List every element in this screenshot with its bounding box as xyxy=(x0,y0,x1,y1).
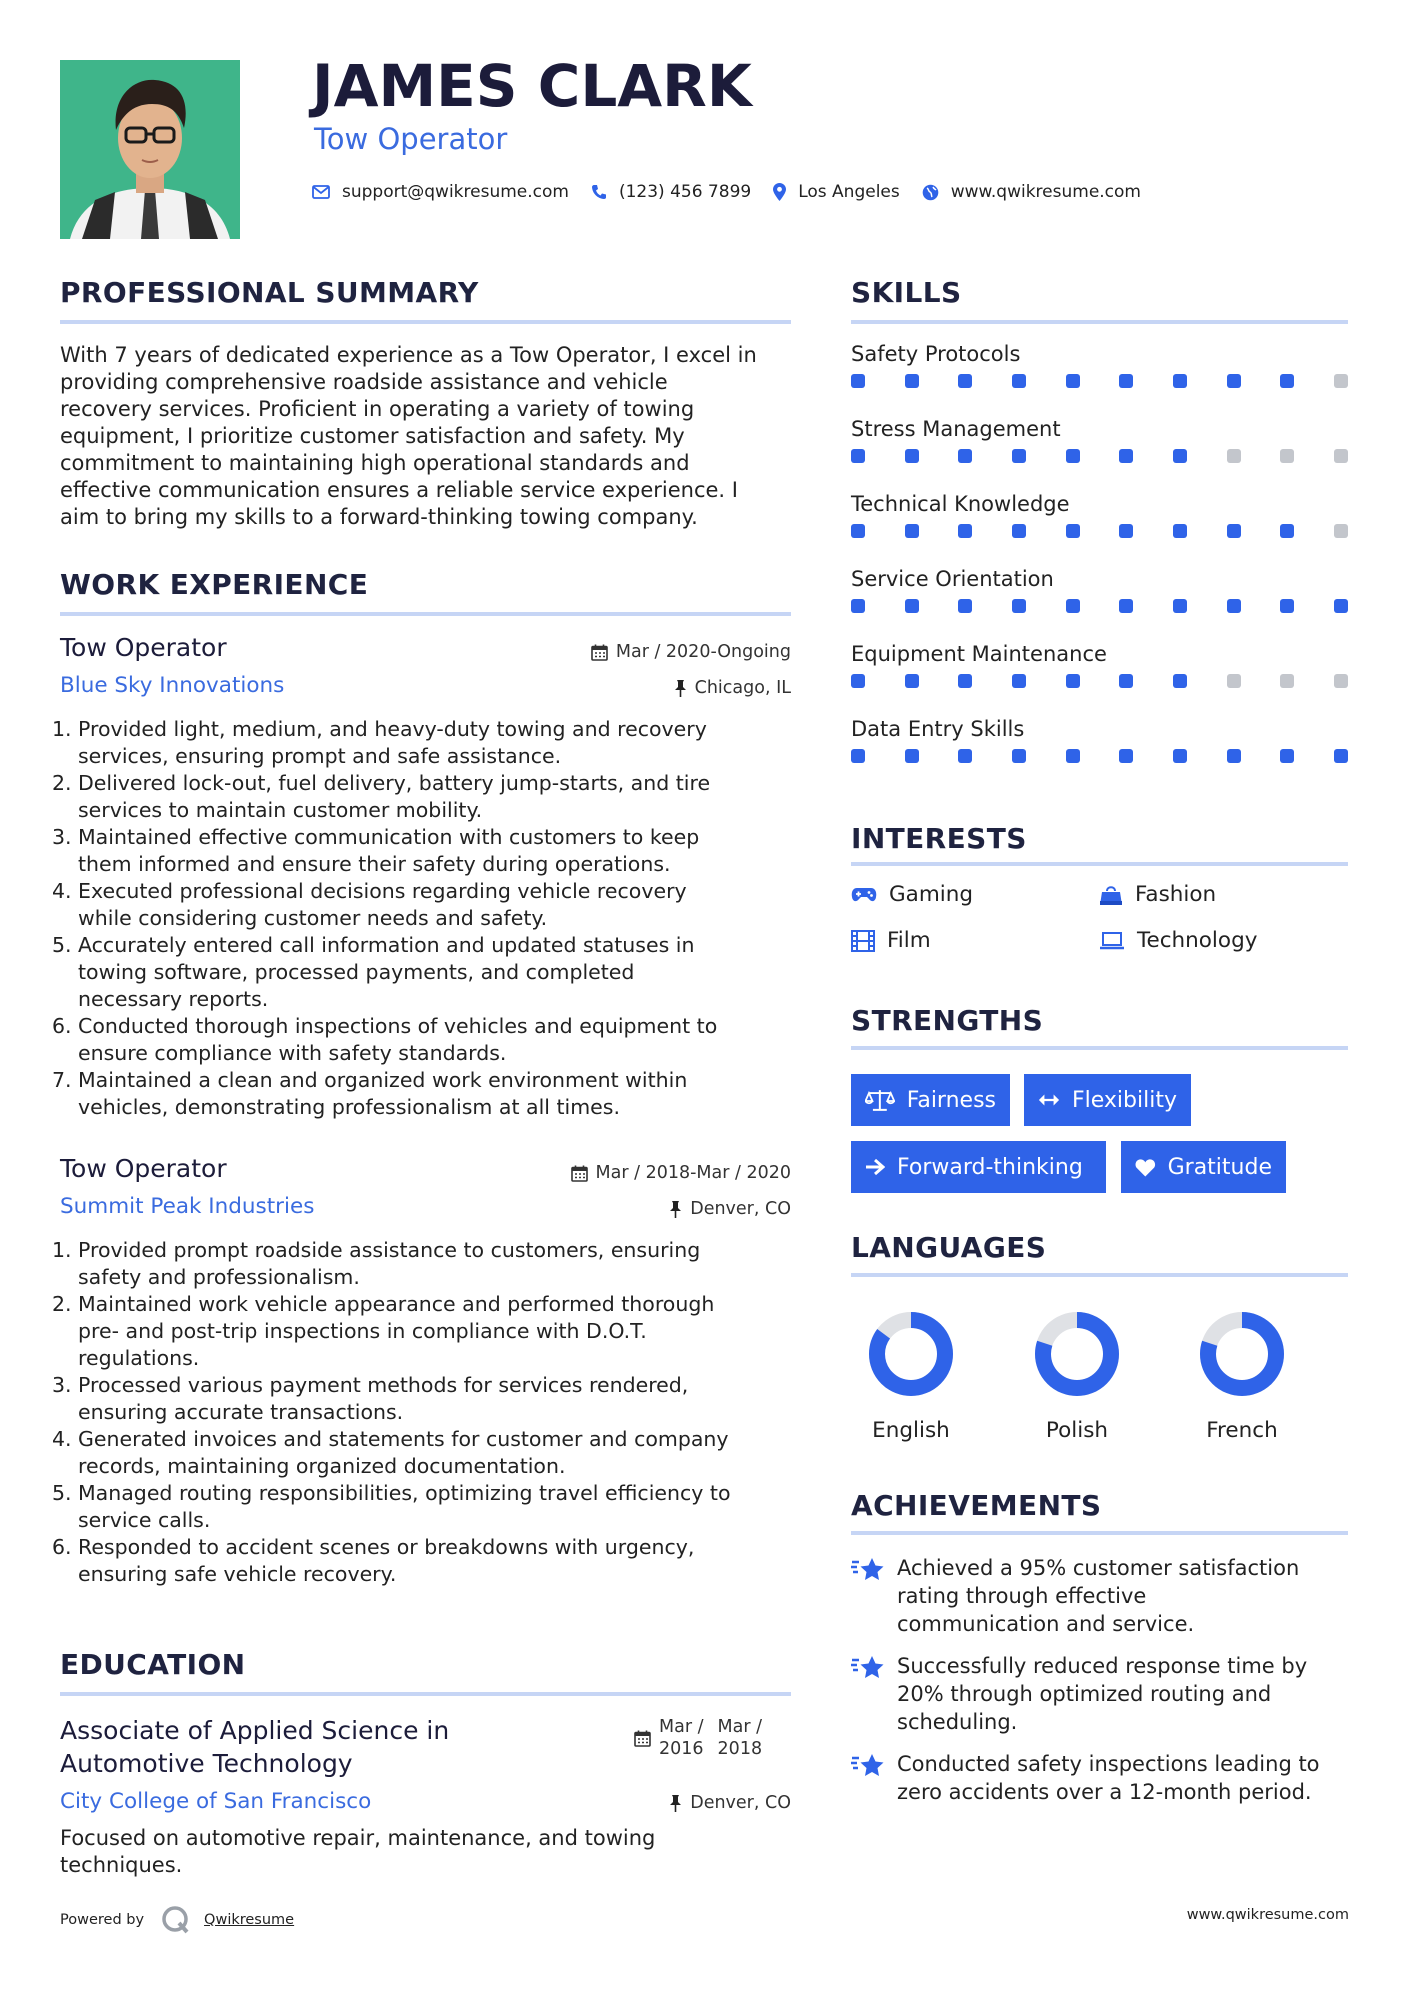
skill-level-dots xyxy=(851,749,1348,763)
achievement-text xyxy=(897,1554,1299,1638)
skill-dot-empty xyxy=(1334,374,1348,388)
skill-row xyxy=(851,492,1348,567)
phone-icon xyxy=(591,184,607,200)
language-item xyxy=(1182,1308,1302,1443)
education-heading: EDUCATION xyxy=(60,1648,246,1681)
summary-line: commitment to maintaining high operational standards and xyxy=(60,451,690,475)
strength-label: Fairness xyxy=(906,1087,996,1113)
skill-dot-filled xyxy=(1066,674,1080,688)
job-dates xyxy=(571,1163,791,1183)
job-dates-text: Mar / 2018-Mar / 2020 xyxy=(595,1163,791,1183)
skill-dot-filled xyxy=(1227,374,1241,388)
balance-scale-icon xyxy=(865,1089,895,1111)
skill-row xyxy=(851,717,1348,792)
contact-phone[interactable] xyxy=(591,182,751,202)
star-icon xyxy=(851,1654,885,1682)
language-proficiency-ring xyxy=(851,1308,971,1400)
education-description xyxy=(60,1825,800,1879)
skill-dot-filled xyxy=(1012,524,1026,538)
achievement-line: Successfully reduced response time by xyxy=(897,1654,1308,1678)
pushpin-icon xyxy=(669,1201,682,1218)
skill-dot-empty xyxy=(1227,674,1241,688)
interest-label: Film xyxy=(887,928,931,953)
summary-line: providing comprehensive roadside assistance and vehicle xyxy=(60,370,668,394)
degree-line: Associate of Applied Science in xyxy=(60,1716,450,1745)
skill-dot-filled xyxy=(851,374,865,388)
skill-dot-filled xyxy=(958,749,972,763)
footer-url[interactable]: www.qwikresume.com xyxy=(1186,1907,1349,1923)
pushpin-icon xyxy=(674,680,687,697)
job-duties-list xyxy=(52,1237,800,1588)
skill-dot-filled xyxy=(1227,749,1241,763)
skill-dot-empty xyxy=(1280,674,1294,688)
skill-dot-filled xyxy=(1173,449,1187,463)
duty-item: 6. Responded to accident scenes or breakdowns with urgency, ensuring safe vehicle recovery. xyxy=(52,1535,695,1586)
interest-film xyxy=(851,928,931,953)
skill-dot-empty xyxy=(1334,524,1348,538)
duty-item: 4. Executed professional decisions regarding vehicle recovery while considering customer needs and safety. xyxy=(52,879,687,930)
skill-dot-filled xyxy=(905,599,919,613)
laptop-icon xyxy=(1099,931,1125,951)
summary-line: With 7 years of dedicated experience as a Tow Operator, I excel in xyxy=(60,343,757,367)
achievement-line: Conducted safety inspections leading to xyxy=(897,1752,1320,1776)
skill-dot-filled xyxy=(1173,674,1187,688)
achievement-line: zero accidents over a 12-month period. xyxy=(897,1780,1312,1804)
location-text: Los Angeles xyxy=(798,182,900,202)
skill-dot-filled xyxy=(1012,374,1026,388)
calendar-icon xyxy=(571,1165,588,1182)
languages-list xyxy=(851,1308,1348,1448)
skill-dot-filled xyxy=(1066,524,1080,538)
job-title: Tow Operator xyxy=(60,1154,227,1183)
language-name: Polish xyxy=(1045,1418,1109,1443)
powered-by-text: Powered by xyxy=(60,1912,145,1928)
strength-badge-forward-thinking xyxy=(851,1141,1106,1193)
strength-label: Flexibility xyxy=(1072,1087,1177,1113)
strength-badge-fairness xyxy=(851,1074,1010,1126)
skill-dot-empty xyxy=(1227,449,1241,463)
skill-level-dots xyxy=(851,599,1348,613)
skill-dot-empty xyxy=(1334,674,1348,688)
achievement-line: 20% through optimized routing and xyxy=(897,1682,1272,1706)
skill-dot-filled xyxy=(1119,749,1133,763)
job-location-text: Chicago, IL xyxy=(694,678,791,698)
company-name[interactable]: Blue Sky Innovations xyxy=(60,673,285,698)
skill-dot-filled xyxy=(1119,674,1133,688)
skill-dot-filled xyxy=(958,524,972,538)
qwikresume-logo-icon xyxy=(160,1904,192,1936)
summary-text xyxy=(60,342,800,531)
skill-row xyxy=(851,342,1348,417)
phone-text: (123) 456 7899 xyxy=(618,182,752,202)
achievements-divider xyxy=(851,1531,1348,1535)
job-location xyxy=(669,1199,791,1219)
skill-dot-filled xyxy=(1119,599,1133,613)
skill-dot-filled xyxy=(1280,374,1294,388)
experience-heading: WORK EXPERIENCE xyxy=(60,568,369,601)
powered-by xyxy=(60,1904,294,1936)
education-end: Mar / 2018 xyxy=(717,1717,763,1759)
star-icon xyxy=(851,1752,885,1780)
map-pin-icon xyxy=(773,183,786,201)
language-proficiency-ring xyxy=(1182,1308,1302,1400)
job-title: Tow Operator xyxy=(60,633,227,662)
skill-dot-filled xyxy=(851,749,865,763)
strength-badge-gratitude xyxy=(1121,1141,1286,1193)
achievement-item xyxy=(851,1750,1361,1806)
skill-dot-filled xyxy=(905,674,919,688)
skill-level-dots xyxy=(851,674,1348,688)
skill-name: Service Orientation xyxy=(851,567,1054,591)
skill-name: Technical Knowledge xyxy=(851,492,1070,516)
duty-item: 7. Maintained a clean and organized work environment within vehicles, demonstrating professionalism at all times. xyxy=(52,1068,688,1119)
skill-dot-filled xyxy=(1280,524,1294,538)
skill-dot-filled xyxy=(1012,749,1026,763)
skills-heading: SKILLS xyxy=(851,276,962,309)
language-proficiency-ring xyxy=(1017,1308,1137,1400)
interest-label: Gaming xyxy=(889,882,974,907)
skills-list xyxy=(851,342,1348,792)
language-item xyxy=(1017,1308,1137,1443)
skill-level-dots xyxy=(851,524,1348,538)
skill-dot-filled xyxy=(1173,599,1187,613)
duty-item: 2. Maintained work vehicle appearance and performed thorough pre- and post-trip inspections in compliance with D.O.T. regulations. xyxy=(52,1292,715,1370)
summary-line: recovery services. Proficient in operating a variety of towing xyxy=(60,397,695,421)
strengths-divider xyxy=(851,1046,1348,1050)
job-location xyxy=(674,678,791,698)
skill-dot-filled xyxy=(905,749,919,763)
achievements-heading: ACHIEVEMENTS xyxy=(851,1489,1102,1522)
contact-bar xyxy=(312,178,1163,206)
skill-dot-filled xyxy=(1066,374,1080,388)
strengths-heading: STRENGTHS xyxy=(851,1004,1044,1037)
interest-fashion xyxy=(1099,882,1216,907)
skill-dot-filled xyxy=(1334,749,1348,763)
gamepad-icon xyxy=(851,887,877,903)
duty-item: 1. Provided light, medium, and heavy-duty towing and recovery services, ensuring prompt and safe assistance. xyxy=(52,717,707,768)
summary-heading: PROFESSIONAL SUMMARY xyxy=(60,276,479,309)
skill-level-dots xyxy=(851,374,1348,388)
degree-line: Automotive Technology xyxy=(60,1749,353,1778)
globe-icon xyxy=(922,184,939,201)
skill-dot-filled xyxy=(1173,749,1187,763)
skill-dot-filled xyxy=(1066,449,1080,463)
profile-photo xyxy=(60,60,240,239)
candidate-title: Tow Operator xyxy=(314,122,508,156)
skill-dot-filled xyxy=(1227,599,1241,613)
achievement-line: communication and service. xyxy=(897,1612,1195,1636)
candidate-name: JAMES CLARK xyxy=(312,52,752,120)
pushpin-icon xyxy=(669,1795,682,1812)
skill-dot-filled xyxy=(1012,599,1026,613)
email-text: support@qwikresume.com xyxy=(342,182,569,202)
interest-technology xyxy=(1099,928,1257,953)
achievements-list xyxy=(851,1554,1361,1820)
languages-divider xyxy=(851,1273,1348,1277)
job-location-text: Denver, CO xyxy=(690,1199,791,1219)
achievement-line: Achieved a 95% customer satisfaction xyxy=(897,1556,1300,1580)
duty-item: 3. Processed various payment methods for services rendered, ensuring accurate transactions. xyxy=(52,1373,689,1424)
job-dates-text: Mar / 2020-Ongoing xyxy=(615,642,791,662)
summary-line: effective communication ensures a reliable service experience. I xyxy=(60,478,738,502)
skill-row xyxy=(851,642,1348,717)
degree-title xyxy=(60,1714,449,1780)
arrow-right-icon xyxy=(865,1158,885,1176)
skill-dot-filled xyxy=(958,674,972,688)
skill-dot-filled xyxy=(1227,524,1241,538)
website-text: www.qwikresume.com xyxy=(950,182,1141,202)
interests-divider xyxy=(851,862,1348,866)
interests-heading: INTERESTS xyxy=(851,822,1027,855)
shopping-bag-icon xyxy=(1099,883,1123,907)
skill-name: Data Entry Skills xyxy=(851,717,1025,741)
experience-divider xyxy=(60,612,791,616)
skill-dot-filled xyxy=(1280,749,1294,763)
achievement-item xyxy=(851,1652,1361,1736)
summary-line: equipment, I prioritize customer satisfaction and safety. My xyxy=(60,424,685,448)
description-line: Focused on automotive repair, maintenance, and towing xyxy=(60,1826,656,1850)
achievement-line: scheduling. xyxy=(897,1710,1018,1734)
contact-website[interactable] xyxy=(922,182,1141,202)
star-icon xyxy=(851,1556,885,1584)
education-start: Mar / 2016 xyxy=(659,1717,704,1759)
education-divider xyxy=(60,1692,791,1696)
skill-row xyxy=(851,567,1348,642)
duty-item: 4. Generated invoices and statements for customer and company records, maintaining organized documentation. xyxy=(52,1427,729,1478)
interest-gaming xyxy=(851,882,973,907)
language-name: French xyxy=(1206,1418,1278,1443)
calendar-icon xyxy=(634,1730,651,1747)
interest-label: Fashion xyxy=(1135,882,1217,907)
skill-dot-filled xyxy=(851,674,865,688)
language-name: English xyxy=(872,1418,950,1443)
school-name[interactable]: City College of San Francisco xyxy=(60,1789,372,1814)
skill-dot-filled xyxy=(905,524,919,538)
skills-divider xyxy=(851,320,1348,324)
strength-label: Forward-thinking xyxy=(897,1154,1083,1180)
duty-item: 5. Accurately entered call information and updated statuses in towing software, processed payments, and completed necessary reports. xyxy=(52,933,695,1011)
language-item xyxy=(851,1308,971,1443)
skill-dot-filled xyxy=(1012,674,1026,688)
heart-icon xyxy=(1135,1157,1156,1178)
skill-dot-filled xyxy=(905,374,919,388)
interest-label: Technology xyxy=(1137,928,1258,953)
duty-item: 1. Provided prompt roadside assistance to customers, ensuring safety and professionalism. xyxy=(52,1238,701,1289)
calendar-icon xyxy=(591,644,608,661)
skill-dot-empty xyxy=(1280,449,1294,463)
skill-dot-filled xyxy=(851,599,865,613)
skill-dot-filled xyxy=(1173,374,1187,388)
skill-dot-filled xyxy=(1066,749,1080,763)
duty-item: 6. Conducted thorough inspections of vehicles and equipment to ensure compliance with safety standards. xyxy=(52,1014,718,1065)
skill-dot-empty xyxy=(1334,449,1348,463)
strength-badge-flexibility xyxy=(1024,1074,1191,1126)
brand-link[interactable]: Qwikresume xyxy=(204,1912,295,1928)
summary-line: aim to bring my skills to a forward-thinking towing company. xyxy=(60,505,698,529)
contact-email[interactable] xyxy=(312,182,569,202)
job-duties-list xyxy=(52,716,800,1121)
summary-divider xyxy=(60,320,791,324)
skill-dot-filled xyxy=(851,449,865,463)
envelope-icon xyxy=(312,185,330,199)
skill-dot-filled xyxy=(1280,599,1294,613)
skill-dot-filled xyxy=(1119,524,1133,538)
education-location-text: Denver, CO xyxy=(690,1793,791,1813)
duty-item: 3. Maintained effective communication with customers to keep them informed and ensure their safety during operations. xyxy=(52,825,700,876)
duty-item: 5. Managed routing responsibilities, optimizing travel efficiency to service calls. xyxy=(52,1481,731,1532)
film-icon xyxy=(851,930,875,952)
skill-level-dots xyxy=(851,449,1348,463)
skill-dot-filled xyxy=(1334,599,1348,613)
skill-dot-filled xyxy=(958,599,972,613)
education-dates xyxy=(634,1716,762,1760)
company-name[interactable]: Summit Peak Industries xyxy=(60,1194,315,1219)
skill-dot-filled xyxy=(958,374,972,388)
achievement-line: rating through effective xyxy=(897,1584,1147,1608)
contact-location xyxy=(773,182,900,202)
description-line: techniques. xyxy=(60,1853,183,1877)
arrows-horizontal-icon xyxy=(1038,1093,1060,1107)
achievement-text xyxy=(897,1750,1320,1806)
skill-dot-filled xyxy=(1066,599,1080,613)
languages-heading: LANGUAGES xyxy=(851,1231,1047,1264)
skill-row xyxy=(851,417,1348,492)
skill-name: Safety Protocols xyxy=(851,342,1021,366)
skill-name: Stress Management xyxy=(851,417,1061,441)
skill-dot-filled xyxy=(851,524,865,538)
skill-dot-filled xyxy=(1119,374,1133,388)
duty-item: 2. Delivered lock-out, fuel delivery, battery jump-starts, and tire services to maintain customer mobility. xyxy=(52,771,711,822)
skill-dot-filled xyxy=(958,449,972,463)
skill-dot-filled xyxy=(905,449,919,463)
skill-dot-filled xyxy=(1119,449,1133,463)
skill-dot-filled xyxy=(1173,524,1187,538)
skill-dot-filled xyxy=(1012,449,1026,463)
job-dates xyxy=(591,642,791,662)
education-location xyxy=(669,1793,791,1813)
achievement-item xyxy=(851,1554,1361,1638)
skill-name: Equipment Maintenance xyxy=(851,642,1107,666)
achievement-text xyxy=(897,1652,1307,1736)
strength-label: Gratitude xyxy=(1167,1154,1272,1180)
